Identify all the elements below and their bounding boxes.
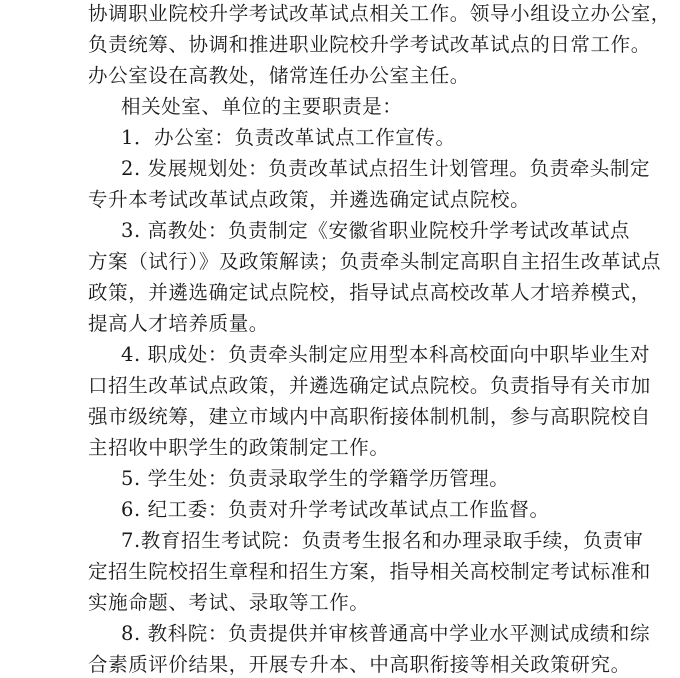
text-line: 负责统筹、协调和推进职业院校升学考试改革试点的日常工作。 (88, 33, 651, 56)
text-line: 提高人才培养质量。 (88, 312, 269, 335)
text-line: 政策，并遴选确定试点院校，指导试点高校改革人才培养模式， (88, 281, 651, 304)
section-intro-line: 相关处室、单位的主要职责是： (121, 95, 403, 118)
text-line: 强市级统筹，建立市域内中高职衔接体制机制，参与高职院校自 (88, 405, 651, 428)
text-line: 口招生改革试点政策，并遴选确定试点院校。负责指导有关市加 (88, 374, 651, 397)
list-item-5: 5. 学生处：负责录取学生的学籍学历管理。 (121, 467, 510, 490)
text-line: 合素质评价结果，开展专升本、中高职衔接等相关政策研究。 (88, 653, 631, 676)
text-line: 实施命题、考试、录取等工作。 (88, 591, 370, 614)
list-item-1: 1．办公室：负责改革试点工作宣传。 (121, 126, 456, 149)
text-line: 专升本考试改革试点政策，并遴选确定试点院校。 (88, 188, 531, 211)
list-item-2: 2. 发展规划处：负责改革试点招生计划管理。负责牵头制定 (121, 157, 651, 180)
list-item-4: 4. 职成处：负责牵头制定应用型本科高校面向中职毕业生对 (121, 343, 651, 366)
text-line: 协调职业院校升学考试改革试点相关工作。领导小组设立办公室， (88, 2, 671, 25)
list-item-7: 7.教育招生考试院：负责考生报名和办理录取手续，负责审 (121, 529, 644, 552)
text-line: 办公室设在高教处，储常连任办公室主任。 (88, 64, 470, 87)
list-item-8: 8. 教科院：负责提供并审核普通高中学业水平测试成绩和综 (121, 622, 651, 645)
list-item-3: 3. 高教处：负责制定《安徽省职业院校升学考试改革试点 (121, 219, 631, 242)
text-line: 方案（试行）》及政策解读；负责牵头制定高职自主招生改革试点 (88, 250, 662, 273)
text-line: 主招收中职学生的政策制定工作。 (88, 436, 390, 459)
text-line: 定招生院校招生章程和招生方案，指导相关高校制定考试标准和 (88, 560, 651, 583)
list-item-6: 6. 纪工委：负责对升学考试改革试点工作监督。 (121, 498, 550, 521)
